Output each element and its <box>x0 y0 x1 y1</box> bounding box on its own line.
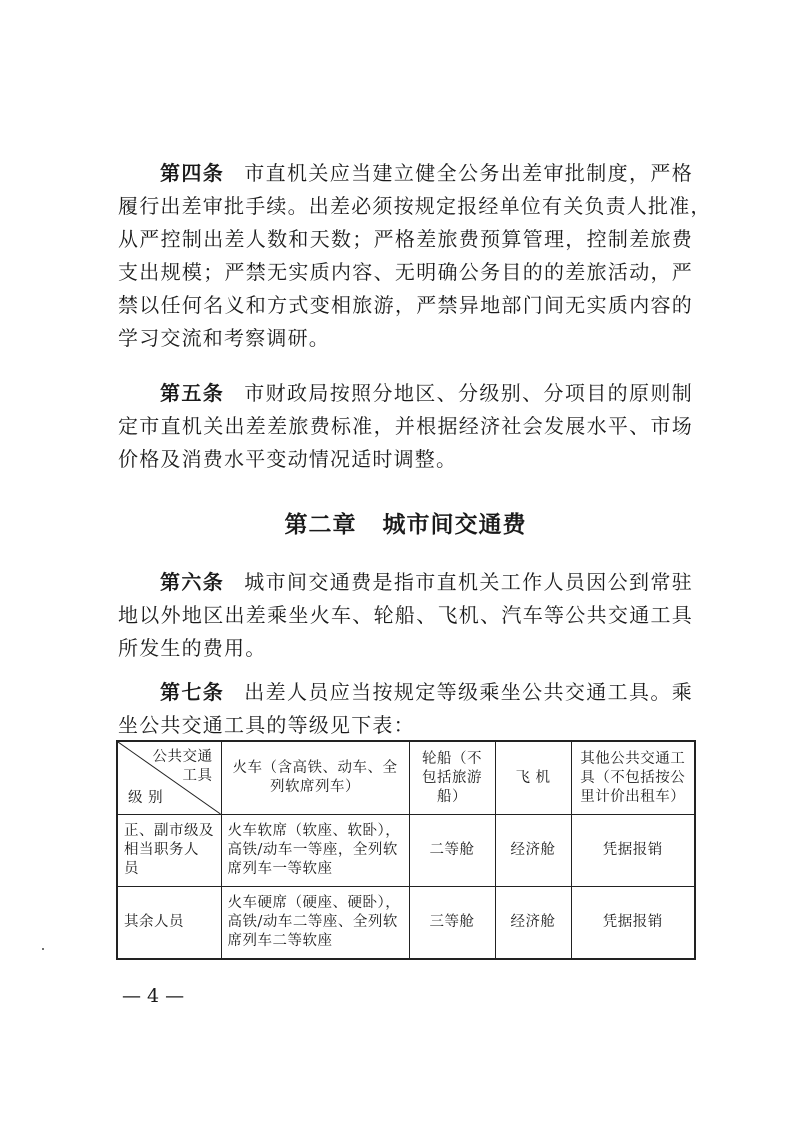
article-5 <box>118 377 693 476</box>
article-4-line: 学习交流和考察调研。 <box>118 326 330 350</box>
article-7 <box>118 676 693 742</box>
table-header-row <box>117 741 695 815</box>
corner-header-transport: 公共交通 工具 <box>152 749 213 784</box>
article-5-line: 第五条 市财政局按照分地区、分级别、分项目的原则制 <box>160 381 693 405</box>
row-other-cell: 凭据报销 <box>571 887 695 959</box>
header-train: 火车（含高铁、动车、全 列软席列车） <box>221 741 409 815</box>
article-6-label: 第六条 <box>160 570 225 594</box>
article-6 <box>118 566 693 665</box>
article-5-line: 价格及消费水平变动情况适时调整。 <box>118 447 458 471</box>
row-ship-cell: 二等舱 <box>409 815 495 887</box>
article-5-line: 定市直机关出差差旅费标准，并根据经济社会发展水平、市场 <box>118 414 693 438</box>
row-level-cell: 正、副市级及 相当职务人 员 <box>117 815 221 887</box>
corner-header-level: 级 别 <box>128 790 164 806</box>
row-level-cell: 其余人员 <box>117 887 221 959</box>
article-7-line: 坐公共交通工具的等级见下表： <box>118 713 415 737</box>
header-plane: 飞 机 <box>495 741 571 815</box>
scan-speck <box>42 948 44 950</box>
table-row <box>117 815 695 887</box>
article-4-line: 从严控制出差人数和天数；严格差旅费预算管理，控制差旅费 <box>118 227 693 251</box>
transport-grade-table <box>116 740 696 960</box>
row-plane-cell: 经济舱 <box>495 815 571 887</box>
article-6-line: 地以外地区出差乘坐火车、轮船、飞机、汽车等公共交通工具 <box>118 603 693 627</box>
table-corner-cell <box>117 741 221 815</box>
chapter-number: 第二章 <box>284 512 357 538</box>
header-other: 其他公共交通工 具（不包括按公 里计价出租车） <box>571 741 695 815</box>
article-6-line: 所发生的费用。 <box>118 636 267 660</box>
chapter-heading <box>118 505 693 545</box>
article-4-label: 第四条 <box>160 161 225 185</box>
chapter-title: 城市间交通费 <box>382 512 527 538</box>
page-number: — 4 — <box>122 985 185 1007</box>
row-train-cell: 火车硬席（硬座、硬卧）， 高铁/动车二等座、全列软 席列车二等软座 <box>221 887 409 959</box>
article-4 <box>118 157 712 355</box>
article-4-line: 支出规模；严禁无实质内容、无明确公务目的的差旅活动，严 <box>118 260 693 284</box>
article-4-line: 第四条 市直机关应当建立健全公务出差审批制度，严格 <box>160 161 693 185</box>
table-row <box>117 887 695 959</box>
row-train-cell: 火车软席（软座、软卧）， 高铁/动车一等座，全列软 席列车一等软座 <box>221 815 409 887</box>
article-5-label: 第五条 <box>160 381 225 405</box>
row-ship-cell: 三等舱 <box>409 887 495 959</box>
row-plane-cell: 经济舱 <box>495 887 571 959</box>
article-6-line: 第六条 城市间交通费是指市直机关工作人员因公到常驻 <box>160 570 693 594</box>
article-4-line: 禁以任何名义和方式变相旅游，严禁异地部门间无实质内容的 <box>118 293 693 317</box>
header-ship: 轮船（不 包括旅游 船） <box>409 741 495 815</box>
article-7-line: 第七条 出差人员应当按规定等级乘坐公共交通工具。乘 <box>160 680 693 704</box>
row-other-cell: 凭据报销 <box>571 815 695 887</box>
article-4-line: 履行出差审批手续。出差必须按规定报经单位有关负责人批准， <box>118 194 712 218</box>
article-7-label: 第七条 <box>160 680 225 704</box>
